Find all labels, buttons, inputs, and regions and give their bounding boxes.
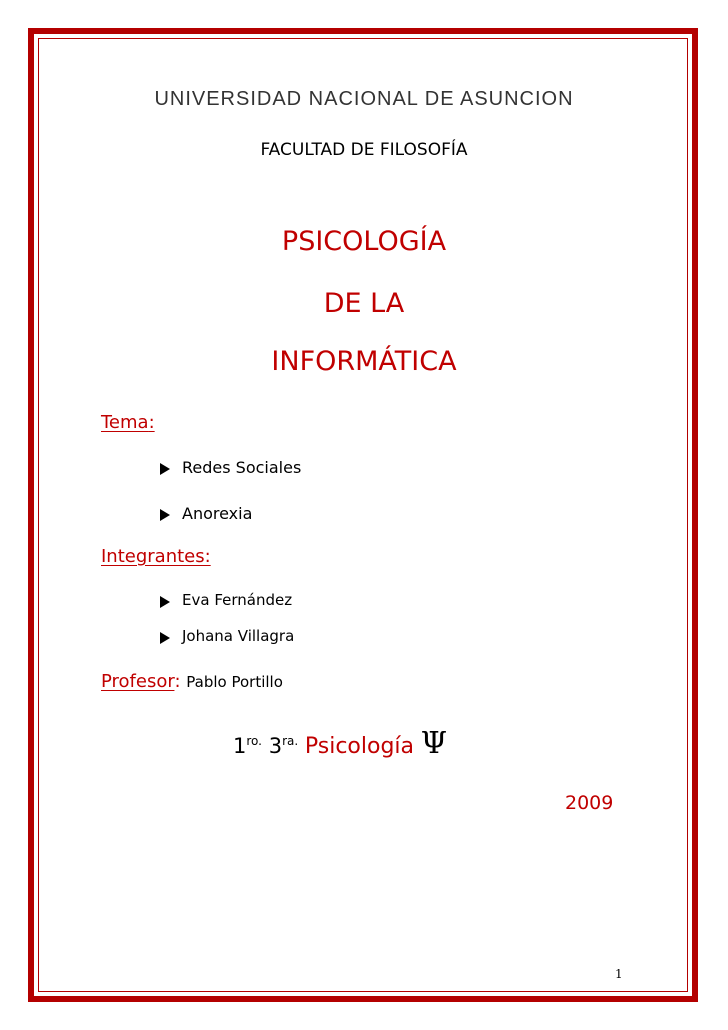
title-line-1: PSICOLOGÍA — [281, 226, 447, 257]
profesor-line — [101, 671, 283, 692]
title-line-3: INFORMÁTICA — [271, 346, 457, 377]
tema-item: Anorexia — [182, 504, 253, 523]
psi-symbol-icon: Ψ — [420, 726, 447, 761]
arrow-bullet-icon — [160, 463, 170, 475]
university-name: UNIVERSIDAD NACIONAL DE ASUNCION — [154, 88, 574, 110]
profesor-label: Profesor — [101, 671, 175, 692]
course-career: Psicología — [304, 734, 414, 759]
integrantes-label: Integrantes: — [101, 546, 211, 567]
course-year-num: 1 — [233, 734, 247, 758]
profesor-name: Pablo Portillo — [186, 673, 283, 691]
integrante-item: Johana Villagra — [182, 627, 295, 645]
course-year-sup: ro. — [246, 734, 262, 748]
tema-label-text: Tema — [101, 412, 149, 433]
arrow-bullet-icon — [160, 596, 170, 608]
course-line — [233, 726, 447, 761]
profesor-colon: : — [174, 671, 181, 692]
arrow-bullet-icon — [160, 632, 170, 644]
course-section-num: 3 — [268, 734, 283, 758]
title-line-2: DE LA — [323, 288, 405, 319]
faculty-name: FACULTAD DE FILOSOFÍA — [260, 140, 468, 160]
page-border-inner — [38, 38, 688, 992]
tema-item: Redes Sociales — [182, 458, 302, 477]
course-section-sup: ra. — [282, 734, 299, 748]
arrow-bullet-icon — [160, 509, 170, 521]
document-year: 2009 — [565, 792, 614, 814]
integrante-item: Eva Fernández — [182, 591, 293, 609]
page-number: 1 — [615, 967, 623, 981]
tema-label — [101, 412, 155, 433]
tema-label-colon: : — [148, 412, 155, 433]
